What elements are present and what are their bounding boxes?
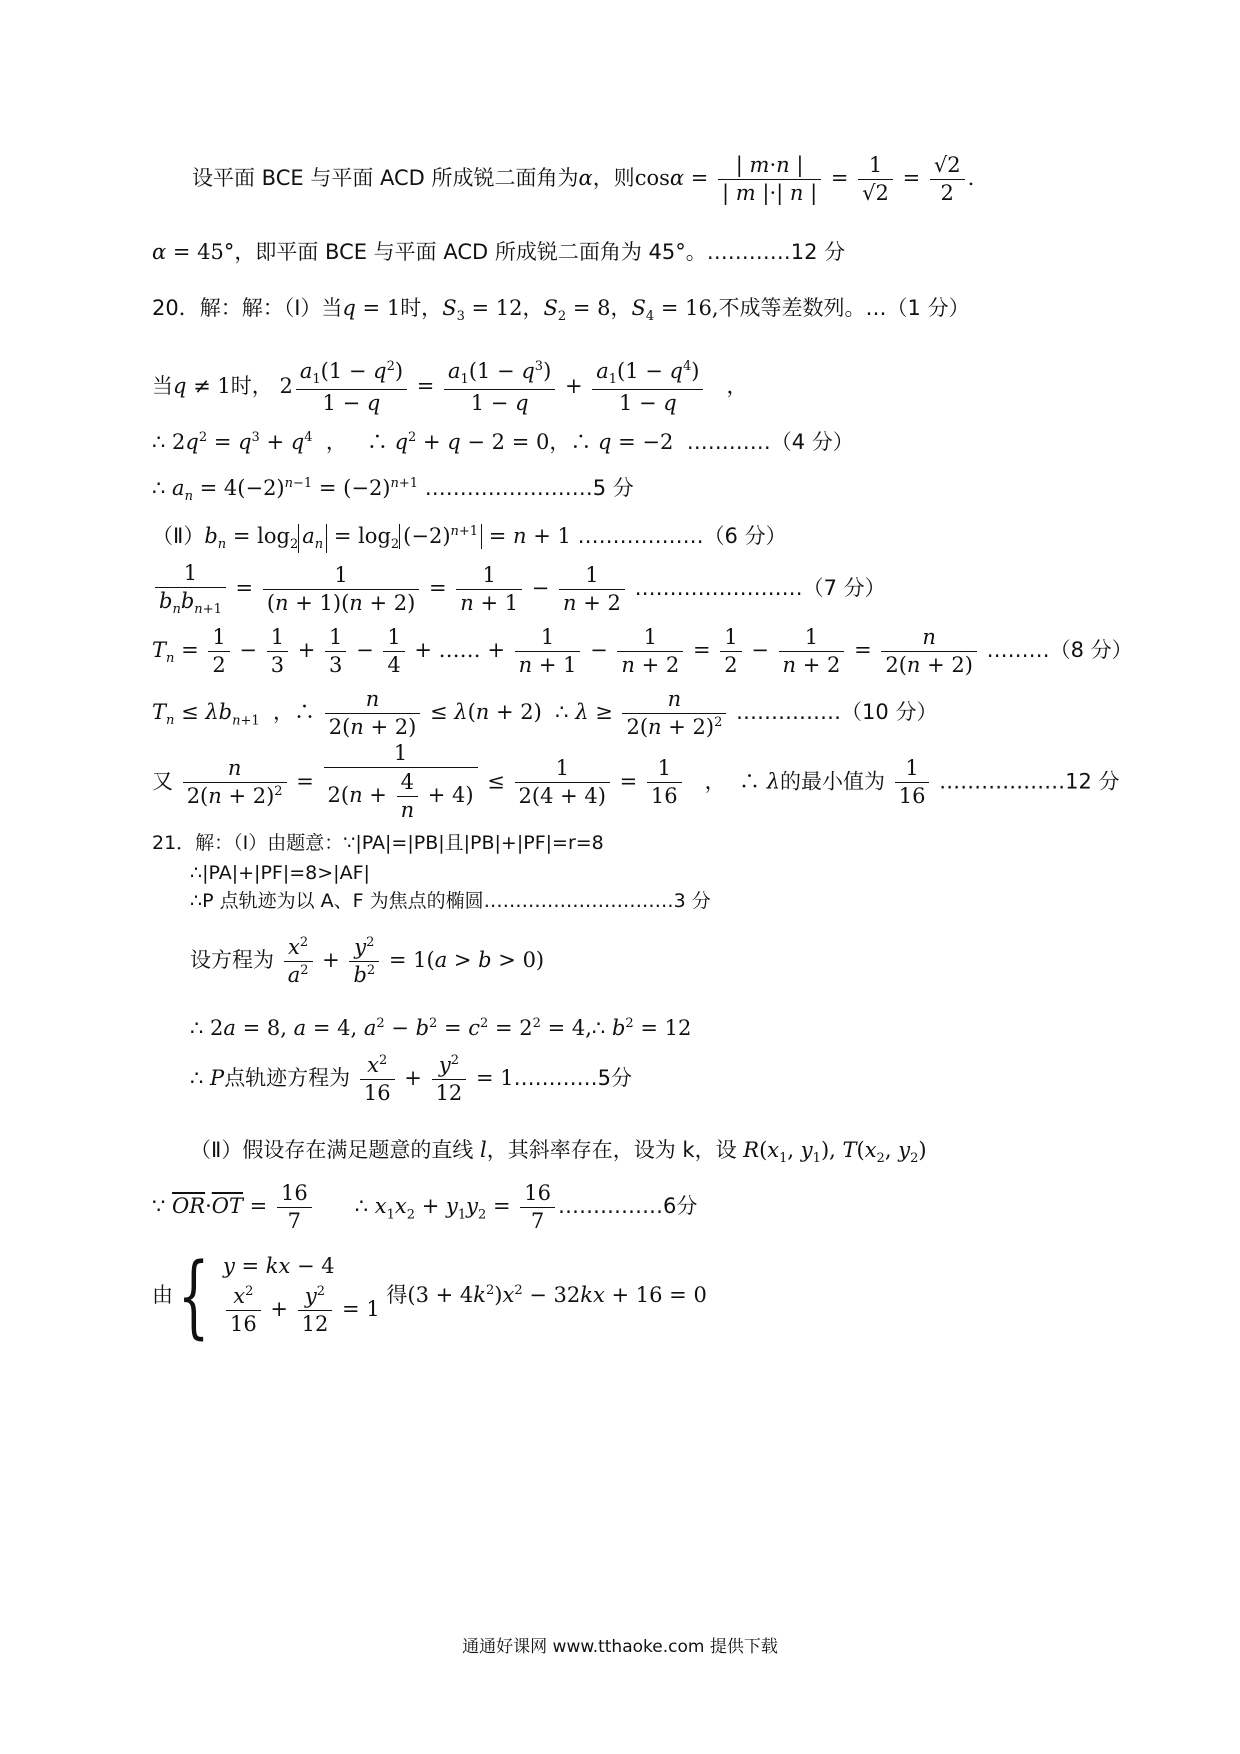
fraction: $\frac{n}{2(n + 2)}$ [325,686,421,741]
fraction: $\frac{16}{7}$ [520,1180,555,1235]
fraction: $\frac{1}{2(4 + 4)}$ [515,755,610,810]
fraction: $\frac{1}{3}$ [267,624,288,679]
text: ……………………5 分 [424,476,634,500]
text: 20．解：解：（Ⅰ）当 [152,296,343,320]
text: 得 [386,1282,408,1307]
line-angle-result: α = 45°，即平面 BCE 与平面 ACD 所成锐二面角为 45°。…………12 分 [152,240,846,264]
text: 设方程为 [190,948,274,973]
equation-system: y = kx − 4 $\frac{x^2}{16}$ + $\frac{y^2}{12}$ = 1 [222,1254,380,1337]
text: ………………12 分 [939,769,1120,794]
text: cos [634,166,670,191]
fraction: 1 2(n + $\frac{4}{n}$ + 4) [324,740,478,826]
fraction: $\frac{a_1(1 - q^2)}{1 - q}$ [296,358,407,417]
line-q21-start: 21．解：（Ⅰ）由题意：∵|PA|=|PB|且|PB|+|PF|=r=8 [152,832,604,854]
fraction: $\frac{16}{7}$ [277,1180,312,1235]
text: 设平面 BCE 与平面 ACD 所成锐二面角为 [192,166,579,191]
fraction: $\frac{1}{n + 2}$ [617,624,683,679]
text: ………………（6 分） [577,524,787,548]
line-min-lambda: 又 $\frac{n}{2(n + 2)^2}$ = 1 2(n + $\frac{4}{n}$ + 4) ≤ $\frac{1}{2(4 + 4)}$ = $\frac{1}{16}$ ， ∴ λ的最小值为 $\frac{1}{16}$ ………………12 分 [152,740,1120,826]
fraction: $\frac{1}{2}$ [208,624,229,679]
text: 的最小值为 [780,769,886,794]
fraction: $\frac{n}{2(n + 2)}$ [881,624,977,679]
text: …………5分 [513,1066,632,1091]
fraction: $\frac{1}{4}$ [383,624,404,679]
text: 时， [230,374,273,398]
text: 时， [400,296,443,320]
fraction: $\frac{1}{n + 2}$ [559,562,625,617]
fraction: $\frac{n}{2(n + 2)^2}$ [183,755,287,810]
line-part2: （Ⅱ）假设存在满足题意的直线 l，其斜率存在，设为 k，设 $R(x_1$, $y_1$), $T(x_2$, $y_2$) [190,1138,927,1167]
fraction: $\frac{1}{b_nb_{n+1}}$ [155,560,226,619]
text: ，其斜率存在，设为 k，设 [486,1138,737,1162]
fraction: $\frac{1}{3}$ [325,624,346,679]
fraction: $\frac{√2}{2}$ [930,152,965,207]
line-inequality: $T_n \le \lambda b_{n+1}$ ，∴ $\frac{n}{2(n + 2)}$ ≤ λ(n + 2) ∴ λ ≥ $\frac{n}{2(n + 2)^2}$ ……………（10 分） [152,686,937,741]
text: ……………（10 分） [736,700,938,725]
brace: { [177,1243,210,1349]
fraction: $\frac{1}{n + 1}$ [515,624,581,679]
fraction: $\frac{| m\cdot n |}{| m |\cdot| n |}$ [718,152,821,207]
text: ，则 [592,166,635,191]
fraction: $\frac{1}{(n + 1)(n + 2)}$ [263,562,419,617]
fraction: $\frac{1}{2}$ [720,624,741,679]
text: 又 [152,769,173,794]
line-bn: $(Ⅱ)b_n = \log_2 a_n = \log_2 (-2)^{n+1} = n + 1$ ………………（6 分） [152,524,787,553]
fraction: $\frac{y^2}{12}$ [432,1052,467,1107]
line-dot-product: ∵ $\overline{OR}\cdot\overline{OT}$ = $\frac{16}{7}$ ∴ $x_1x_2 + y_1y_2$ = $\frac{16}{7}$ ……………6分 [152,1180,697,1235]
fraction: $\frac{n}{2(n + 2)^2}$ [622,686,726,741]
text: 由 [152,1282,173,1307]
line-pa-pf: ∴|PA|+|PF|=8>|AF| [190,862,370,884]
footer-source: 通通好课网 www.tthaoke.com 提供下载 [462,1637,778,1657]
line-tn: $T_n$ = $\frac{1}{2}$ − $\frac{1}{3}$ + $\frac{1}{3}$ − $\frac{1}{4}$ + …… + $\frac{1}{n + 1}$ − $\frac{1}{n + 2}$ = $\frac{1}{2}$ − $\frac{1}{n + 2}$ = $\frac{n}{2(n + 2)}$ ………（8 分） [152,624,1133,679]
line-an: ∴ $a_n = 4(-2)^{n-1} = (-2)^{n+1}$ ……………………5 分 [152,476,634,505]
fraction: $\frac{a_1(1 - q^4)}{1 - q}$ [592,358,703,417]
fraction: $\frac{y^2}{b^2}$ [349,934,379,989]
fraction: $\frac{1}{n + 2}$ [779,624,845,679]
line-equation-form: 设方程为 $\frac{x^2}{a^2}$ + $\frac{y^2}{b^2}$ = 1(a > b > 0) [190,934,544,989]
text: 点轨迹方程为 [224,1066,351,1091]
line-q-not-1: 当q ≠ 1时， 2 $\frac{a_1(1 - q^2)}{1 - q}$ = $\frac{a_1(1 - q^3)}{1 - q}$ + $\frac{a_1(1 - q^4)}{1 - q}$ ， [152,358,748,417]
line-system: 由{ y = kx − 4 $\frac{x^2}{16}$ + $\frac{y^2}{12}$ = 1 得$(3 + 4k^2)x^2 - 32kx + 16 = 0$ [152,1243,707,1349]
line-trajectory: ∴ P点轨迹方程为 $\frac{x^2}{16}$ + $\frac{y^2}{12}$ = 1…………5分 [190,1052,632,1107]
line-solve-q: ∴ $2q^2 = q^3 + q^4$ ， ∴ $q^2 + q - 2 = 0$，∴ q = −2 …………（4 分） [152,430,854,454]
text: 即平面 BCE 与平面 ACD 所成锐二面角为 45°。…………12 分 [255,240,846,264]
text: 不成等差数列。…（1 分） [718,296,970,320]
text: 当 [152,374,173,398]
line-cos-formula: 设平面 BCE 与平面 ACD 所成锐二面角为α，则cosα = $\frac{| m\cdot n |}{| m |\cdot| n |}$ = $\frac{1}{√2}$ = $\frac{√2}{2}$ . [192,152,974,207]
fraction: $\frac{1}{16}$ [895,755,930,810]
line-q20-part1: 20．解：解：（Ⅰ）当q = 1时，$S_3 = 12$，$S_2 = 8$，$S_4 = 16$,不成等差数列。…（1 分） [152,296,970,325]
text: …………（4 分） [686,430,854,454]
text: ……………6分 [557,1194,698,1219]
fraction: $\frac{a_1(1 - q^3)}{1 - q}$ [444,358,555,417]
text: （Ⅱ）假设存在满足题意的直线 [190,1138,474,1162]
line-ab-values: ∴ 2a = 8, a = 4, $a^2 - b^2 = c^2 = 2^2$ = 4,∴ $b^2 = 12$ [190,1016,692,1040]
text: （Ⅱ） [152,524,205,548]
line-ellipse: ∴P 点轨迹为以 A、F 为焦点的椭圆…………………………3 分 [190,890,711,912]
fraction: $\frac{1}{n + 1}$ [456,562,522,617]
text: ……………………（7 分） [634,576,886,600]
fraction: $\frac{x^2}{a^2}$ [284,934,313,989]
fraction: $\frac{1}{√2}$ [858,152,893,207]
text: ………（8 分） [986,638,1133,663]
fraction: $\frac{x^2}{16}$ [360,1052,395,1107]
line-reciprocal: $\frac{1}{b_nb_{n+1}}$ = $\frac{1}{(n + 1)(n + 2)}$ = $\frac{1}{n + 1}$ − $\frac{1}{n + 2}$ ……………………（7 分） [152,560,886,619]
fraction: $\frac{1}{16}$ [647,755,682,810]
